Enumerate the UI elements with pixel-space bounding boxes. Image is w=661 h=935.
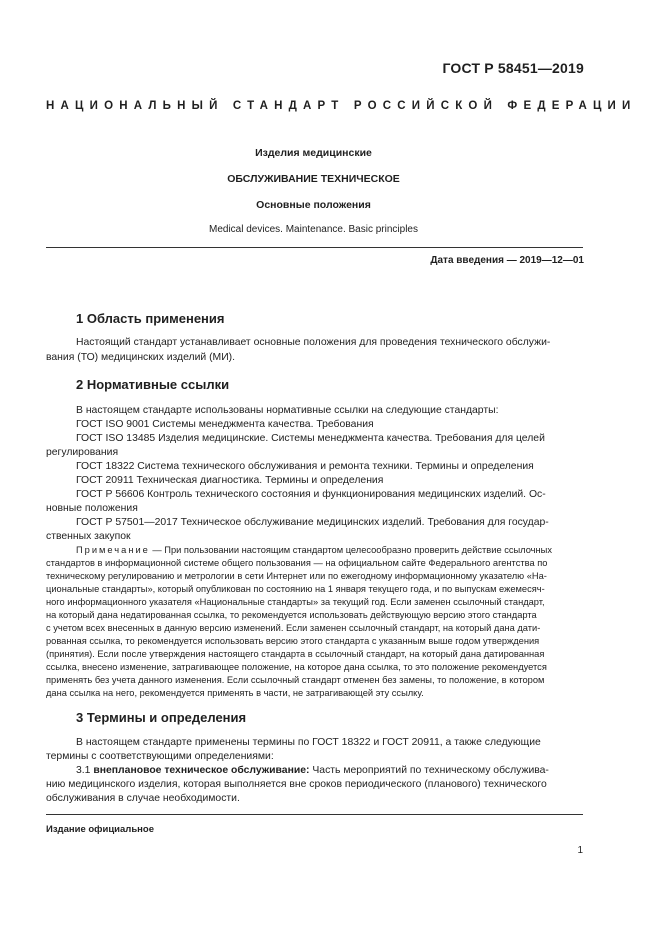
note-line: ссылка, внесено изменение, затрагивающее положение, на которое дана ссылка, то это положение рекомендуется bbox=[46, 662, 547, 672]
note-line: рованная ссылка, то рекомендуется использовать версию этого стандарта с указанным выше годом утверждения bbox=[46, 636, 540, 646]
title-english: Medical devices. Maintenance. Basic principles bbox=[209, 224, 418, 235]
term-name: внеплановое техническое обслуживание: bbox=[93, 765, 310, 776]
reference-item: ГОСТ ISO 9001 Системы менеджмента качества. Требования bbox=[76, 419, 374, 430]
paragraph-line: термины с соответствующими определениями: bbox=[46, 751, 274, 762]
section-2-heading: 2 Нормативные ссылки bbox=[76, 377, 230, 392]
note-line: применять без учета данного изменения. Если ссылочный стандарт отменен без замены, то положение, в котором bbox=[46, 675, 545, 685]
term-definition-start: Часть мероприятий по техническому обслужива- bbox=[309, 765, 549, 776]
note-line: дана ссылка на него, рекомендуется применять в части, не затрагивающей эту ссылку. bbox=[46, 688, 424, 698]
reference-item: ГОСТ Р 57501—2017 Техническое обслуживание медицинских изделий. Требования для государ- bbox=[76, 517, 549, 528]
national-standard-banner: НАЦИОНАЛЬНЫЙ СТАНДАРТ РОССИЙСКОЙ ФЕДЕРАЦИИ bbox=[46, 100, 637, 112]
paragraph-line: В настоящем стандарте использованы нормативные ссылки на следующие стандарты: bbox=[76, 405, 499, 416]
note-line: с учетом всех внесенных в данную версию изменений. Если заменен ссылочный стандарт, на который дана дати- bbox=[46, 623, 541, 633]
reference-item-cont: новные положения bbox=[46, 503, 138, 514]
term-number: 3.1 bbox=[76, 765, 94, 776]
header-divider bbox=[46, 247, 583, 248]
note-line: (принятия). Если после утверждения настоящего стандарта в ссылочный стандарт, на который дана датированная bbox=[46, 649, 545, 659]
note-line: стандартов в информационной системе общего пользования — на официальном сайте Федерального агентства по bbox=[46, 558, 548, 568]
note-line: циональные стандарты», который опубликован по состоянию на 1 января текущего года, и по выпускам ежемесяч- bbox=[46, 584, 545, 594]
term-definition-line bbox=[46, 763, 583, 778]
note-line: техническому регулированию и метрологии в сети Интернет или по ежегодному информационному указателю «На- bbox=[46, 571, 547, 581]
reference-item-cont: ственных закупок bbox=[46, 531, 131, 542]
reference-item-cont: регулирования bbox=[46, 447, 119, 458]
note-line: на который дана недатированная ссылка, то рекомендуется использовать действующую версию этого стандарта bbox=[46, 610, 537, 620]
introduction-date: Дата введения — 2019—12—01 bbox=[430, 255, 584, 266]
title-line-3: Основные положения bbox=[256, 199, 371, 211]
paragraph-line: Настоящий стандарт устанавливает основные положения для проведения технического обслужи- bbox=[76, 337, 551, 348]
section-3-heading: 3 Термины и определения bbox=[76, 710, 247, 725]
page-number: 1 bbox=[577, 845, 583, 856]
title-line-1: Изделия медицинские bbox=[255, 147, 372, 159]
paragraph-line: В настоящем стандарте применены термины по ГОСТ 18322 и ГОСТ 20911, а также следующие bbox=[76, 737, 541, 748]
term-definition-line: нию медицинского изделия, которая выполняется вне сроков периодического (планового) технического bbox=[46, 779, 547, 790]
reference-item: ГОСТ ISO 13485 Изделия медицинские. Системы менеджмента качества. Требования для целей bbox=[76, 433, 545, 444]
footer-divider bbox=[46, 814, 583, 815]
reference-item: ГОСТ Р 56606 Контроль технического состояния и функционирования медицинских изделий. Ос- bbox=[76, 489, 546, 500]
paragraph-line: вания (ТО) медицинских изделий (МИ). bbox=[46, 352, 236, 363]
note-first-text: — При пользовании настоящим стандартом целесообразно проверить действие ссылочных bbox=[149, 545, 552, 555]
document-code: ГОСТ Р 58451—2019 bbox=[442, 60, 584, 76]
note-label: Примечание bbox=[76, 545, 150, 555]
reference-item: ГОСТ 18322 Система технического обслуживания и ремонта техники. Термины и определения bbox=[76, 461, 534, 472]
official-edition-label: Издание официальное bbox=[46, 824, 154, 835]
note-line: ного информационного указателя «Национальные стандарты» за текущий год. Если заменен ссылочный стандарт, bbox=[46, 597, 545, 607]
reference-item: ГОСТ 20911 Техническая диагностика. Термины и определения bbox=[76, 475, 384, 486]
note-line bbox=[46, 544, 583, 558]
term-definition-line: обслуживания в случае необходимости. bbox=[46, 793, 240, 804]
title-line-2: ОБСЛУЖИВАНИЕ ТЕХНИЧЕСКОЕ bbox=[227, 173, 400, 185]
section-1-heading: 1 Область применения bbox=[76, 311, 225, 326]
